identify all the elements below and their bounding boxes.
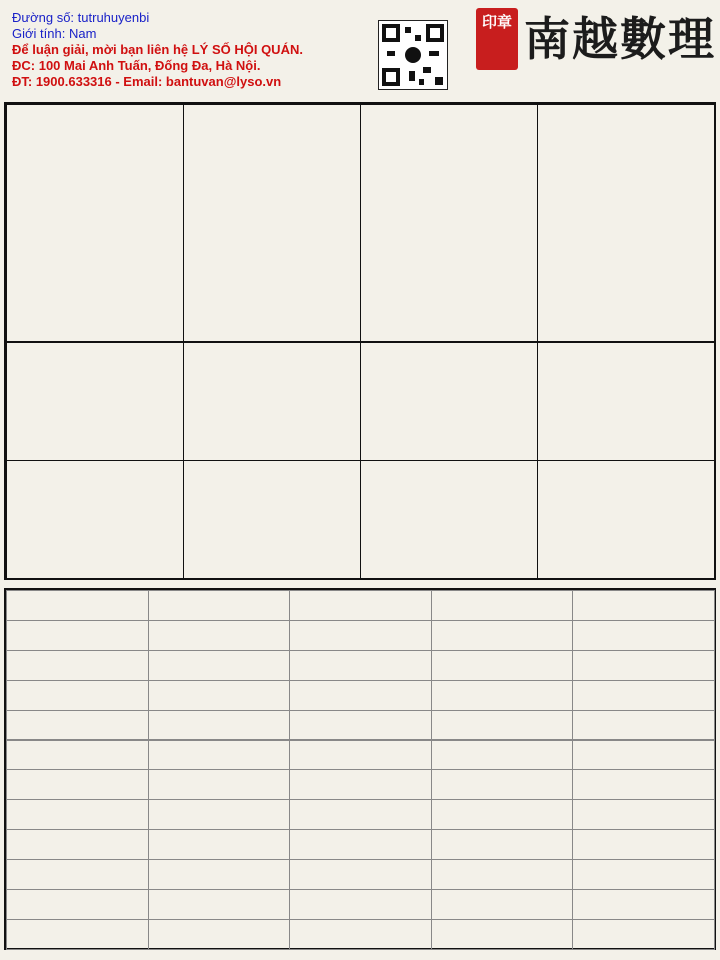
dai-van-7 — [360, 460, 538, 579]
header-info — [12, 10, 303, 90]
year-cell — [431, 919, 574, 950]
year-cell — [6, 829, 149, 860]
year-cell — [572, 710, 715, 741]
year-cell — [289, 889, 432, 920]
year-cell — [6, 710, 149, 741]
year-cell — [289, 740, 432, 771]
year-cell — [6, 799, 149, 830]
year-cell — [572, 829, 715, 860]
year-cell — [148, 859, 291, 890]
year-cell — [572, 859, 715, 890]
year-cell — [431, 799, 574, 830]
year-cell — [431, 620, 574, 651]
year-cell — [289, 919, 432, 950]
year-cell — [572, 769, 715, 800]
logo — [476, 8, 716, 80]
year-cell — [148, 829, 291, 860]
year-cell — [148, 590, 291, 621]
dai-van-6 — [183, 460, 361, 579]
pillar-0 — [6, 104, 184, 342]
logo-text: 南越數理 — [524, 12, 716, 66]
year-cell — [572, 620, 715, 651]
year-cell — [572, 799, 715, 830]
year-cell — [148, 710, 291, 741]
year-cell — [289, 650, 432, 681]
year-cell — [6, 919, 149, 950]
year-cell — [431, 889, 574, 920]
year-cell — [431, 829, 574, 860]
dai-van-3 — [360, 342, 538, 461]
year-cell — [6, 650, 149, 681]
year-cell — [431, 680, 574, 711]
dai-van-4 — [537, 342, 715, 461]
year-cell — [6, 889, 149, 920]
dai-van-1 — [6, 342, 184, 461]
year-cell — [289, 769, 432, 800]
year-cell — [431, 710, 574, 741]
dai-van-5 — [6, 460, 184, 579]
gender-value: Nam — [68, 26, 97, 41]
year-cell — [6, 859, 149, 890]
year-cell — [289, 799, 432, 830]
year-cell — [289, 859, 432, 890]
pillar-2 — [360, 104, 538, 342]
year-cell — [148, 919, 291, 950]
year-cell — [148, 740, 291, 771]
year-cell — [289, 590, 432, 621]
year-cell — [148, 620, 291, 651]
year-cell — [6, 620, 149, 651]
year-cell — [6, 769, 149, 800]
address-line: ĐC: 100 Mai Anh Tuấn, Đống Đa, Hà Nội. — [12, 58, 261, 73]
dai-van-2 — [183, 342, 361, 461]
pillar-3 — [537, 104, 715, 342]
year-cell — [289, 620, 432, 651]
phone-line: ĐT: 1900.633316 - Email: bantuvan@lyso.vn — [12, 74, 282, 89]
year-cell — [431, 650, 574, 681]
domain-value: tutruhuyenbi — [77, 10, 150, 25]
qr-code — [378, 20, 448, 90]
year-cell — [148, 889, 291, 920]
contact-line: Để luận giải, mời bạn liên hệ LÝ SỐ HỘI QUÁN. — [12, 42, 303, 57]
year-cell — [572, 650, 715, 681]
year-cell — [289, 710, 432, 741]
year-cell — [148, 650, 291, 681]
chart-main — [4, 102, 716, 580]
year-cell — [572, 740, 715, 771]
year-cell — [572, 919, 715, 950]
year-cell — [148, 680, 291, 711]
year-cell — [289, 680, 432, 711]
year-cell — [289, 829, 432, 860]
annual-table — [4, 588, 716, 950]
year-cell — [431, 769, 574, 800]
year-cell — [6, 740, 149, 771]
gender-label: Giới tính: — [12, 26, 66, 41]
pillar-1 — [183, 104, 361, 342]
domain-label: Đường số: — [12, 10, 75, 25]
dai-van-8 — [537, 460, 715, 579]
year-cell — [148, 799, 291, 830]
year-cell — [431, 859, 574, 890]
seal: 印章 — [476, 8, 518, 70]
year-cell — [6, 680, 149, 711]
year-cell — [431, 590, 574, 621]
year-cell — [431, 740, 574, 771]
year-cell — [572, 590, 715, 621]
year-cell — [6, 590, 149, 621]
year-cell — [148, 769, 291, 800]
year-cell — [572, 680, 715, 711]
year-cell — [572, 889, 715, 920]
